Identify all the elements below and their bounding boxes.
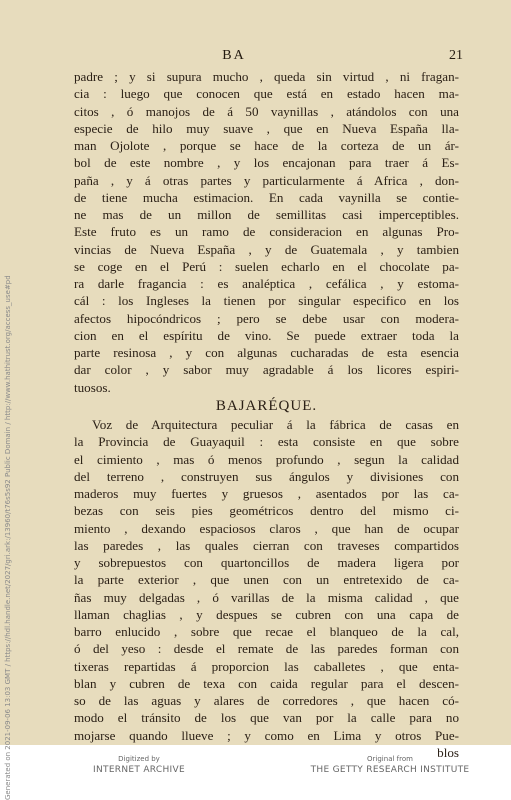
text-line: maderos muy fuertes y gruesos , asentados por las ca- bbox=[74, 486, 459, 501]
section-title: BAJARÉQUE. bbox=[215, 397, 318, 414]
text-line: tuosos. bbox=[74, 379, 111, 395]
text-line: cál : los Ingleses la tienen por singular especifico en los bbox=[74, 293, 459, 309]
text-line: ó del yeso : desde el remate de las paredes forman con bbox=[74, 641, 459, 657]
text-line: especie de hilo muy suave , que en Nueva España lla- bbox=[74, 120, 459, 136]
text-line: miento , dexando espaciosos claros , que han de ocupar bbox=[74, 520, 459, 536]
text-line: barro enlucido , sobre que recae el blanqueo de la cal, bbox=[74, 624, 459, 639]
text-line: vincias de Nueva España , y de Guatemala , y tambien bbox=[74, 241, 459, 257]
internet-archive-label: INTERNET ARCHIVE bbox=[93, 765, 185, 775]
text-line: afectos hipocóndricos ; pero se debe usar con modera- bbox=[74, 310, 459, 326]
header-title: BA bbox=[222, 48, 246, 63]
digitized-by-label: Digitized by bbox=[118, 755, 160, 763]
text-line: y sobrepuestos con quartoncillos de madera ligera por bbox=[74, 555, 459, 570]
text-line: citos , ó manojos de á 50 vaynillas , atándolos con una bbox=[74, 103, 459, 119]
text-line: mojarse quando llueve ; y como en Lima y otros Pue- bbox=[74, 727, 459, 743]
text-line: la parte exterior , que unen con un entretexido de ca- bbox=[74, 572, 459, 588]
text-line: Voz de Arquitectura peculiar á la fábrica de casas en bbox=[92, 417, 459, 432]
scan-footer bbox=[0, 745, 511, 800]
text-line: el cimiento , mas ó menos profundo , segun la calidad bbox=[74, 451, 459, 467]
text-line: ñas muy delgadas , ó varillas de la misma calidad , que bbox=[74, 589, 459, 605]
text-line: paña , y á otras partes y particularmente á Africa , don- bbox=[74, 172, 459, 188]
text-line: ne mas de un millon de semillitas casi imperceptibles. bbox=[74, 207, 459, 222]
text-line: se coge en el Perú : suelen echarlo en el chocolate pa- bbox=[74, 258, 459, 274]
hathitrust-watermark: Generated on 2021-09-06 13:03 GMT / https://hdl.handle.net/2027/gri.ark:/13960/t76s5s92 Public Domain / http://www.hathitrust.org/access_use#pd bbox=[4, 275, 12, 800]
text-line: bezas con seis pies geométricos dentro del mismo ci- bbox=[74, 503, 459, 519]
original-from-label: Original from bbox=[367, 755, 413, 763]
text-line: bol de este nombre , y los encajonan para traer á Es- bbox=[74, 155, 459, 171]
paragraph-bajareque bbox=[74, 416, 459, 761]
text-line: blan y cubren de texa con caida regular para el descen- bbox=[74, 675, 459, 691]
text-line: ra darle fragancia : es analéptica , cefálica , y estoma- bbox=[74, 276, 459, 291]
text-line: modo el tránsito de los que van por la calle para no bbox=[74, 710, 459, 726]
text-line: del terreno , construyen sus ángulos y divisiones con bbox=[74, 468, 459, 484]
text-line: parte resinosa , y con algunas cucharadas de esta esencia bbox=[74, 345, 459, 360]
text-line: so de las aguas y alares de corredores , que hacen có- bbox=[74, 693, 459, 708]
text-line: padre ; y si supura mucho , queda sin virtud , ni fragan- bbox=[74, 69, 459, 84]
getty-label: THE GETTY RESEARCH INSTITUTE bbox=[310, 765, 470, 775]
running-header bbox=[74, 48, 463, 70]
text-line: blos bbox=[437, 744, 459, 760]
text-line: dar color , y sabor muy agradable á los licores espiri- bbox=[74, 362, 459, 378]
page-body bbox=[74, 68, 459, 761]
text-line: tixeras repartidas á proporcion las caballetes , que enta- bbox=[74, 658, 459, 674]
original-from-block bbox=[290, 755, 490, 777]
digitized-by-block bbox=[64, 755, 214, 777]
text-line: cion en el espíritu de vino. Se puede extraer toda la bbox=[74, 327, 459, 343]
text-line: man Ojolote , porque se hace de la corteza de un ár- bbox=[74, 138, 459, 153]
text-line: de tiene mucha estimacion. En cada vaynilla se contie- bbox=[74, 189, 459, 205]
text-line: Este fruto es un ramo de consideracion en algunas Pro- bbox=[74, 224, 459, 240]
text-line: cia : luego que conocen que está en estado hacen ma- bbox=[74, 86, 459, 102]
page-number: 21 bbox=[449, 48, 463, 63]
text-line: la Provincia de Guayaquil : esta consiste en que sobre bbox=[74, 434, 459, 450]
text-line: llaman chaglias , y despues se cubren con una capa de bbox=[74, 606, 459, 622]
text-line: las paredes , las quales cierran con traveses compartidos bbox=[74, 537, 459, 553]
paragraph-vainilla bbox=[74, 68, 459, 396]
